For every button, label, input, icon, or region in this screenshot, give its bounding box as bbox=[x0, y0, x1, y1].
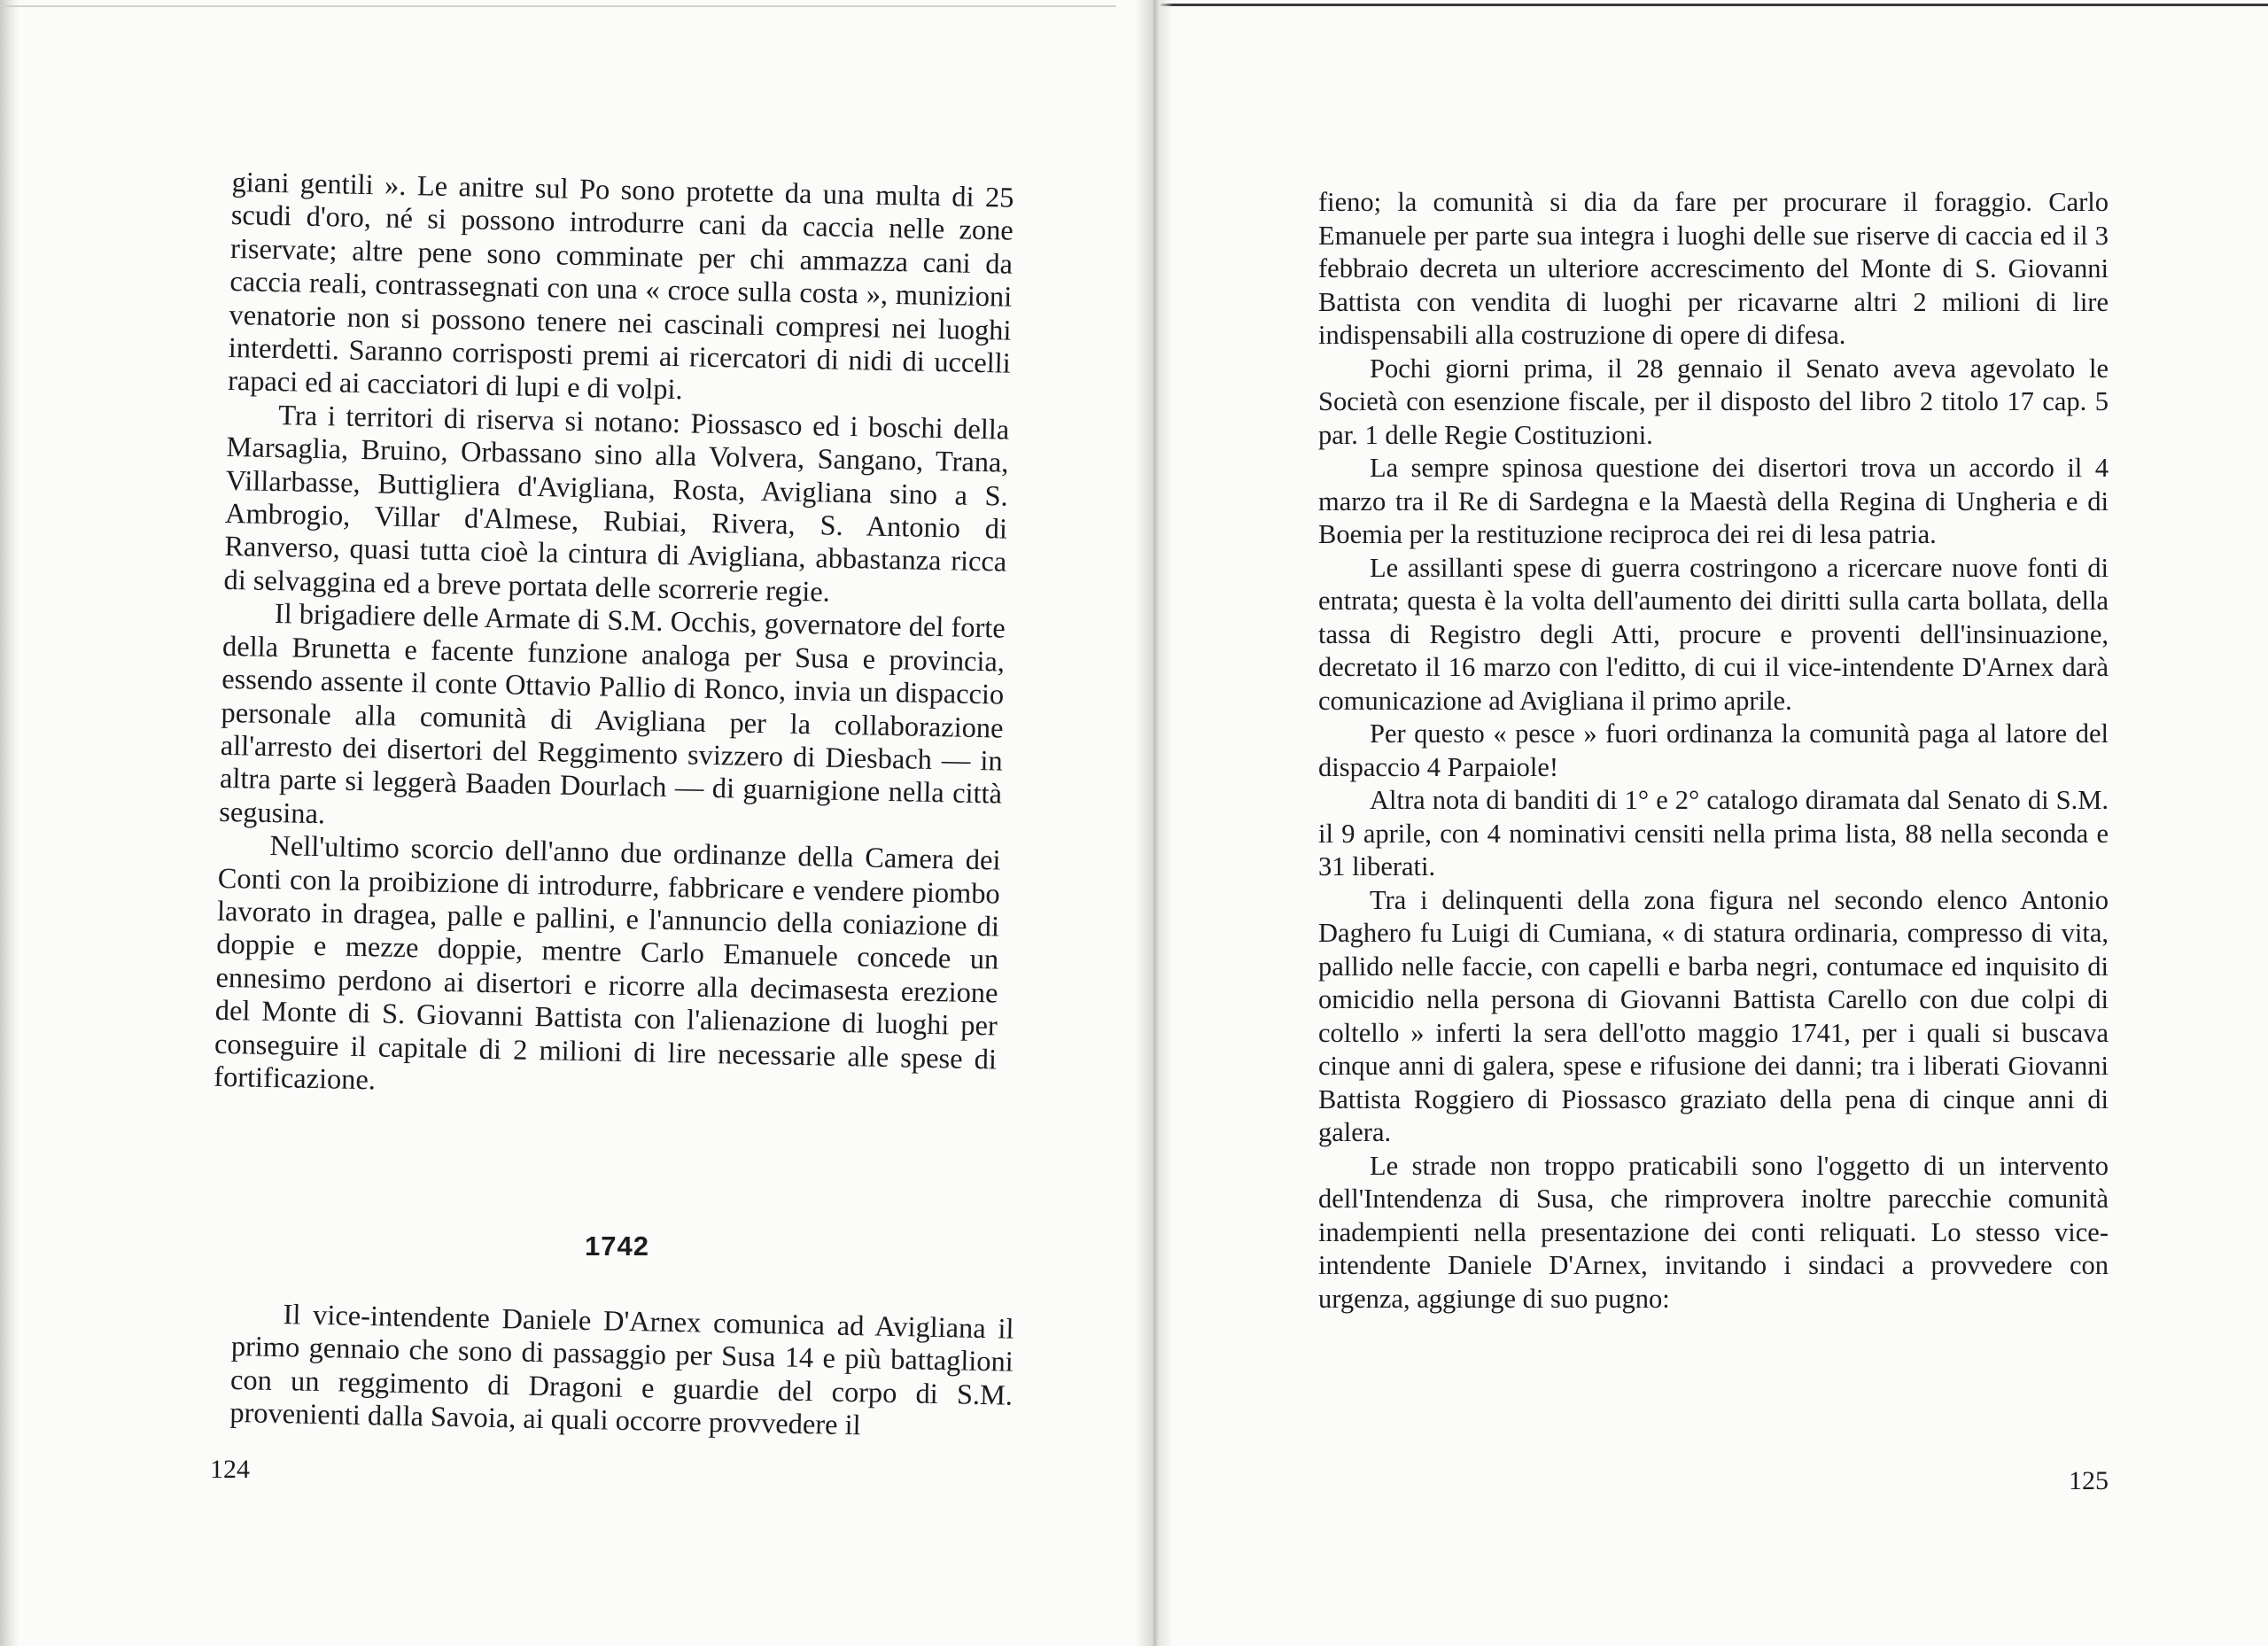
left-paragraph-5: Il vice-intendente Daniele D'Arnex comunica ad Avigliana il primo gennaio che sono di passaggio per Susa 14 e più battaglioni con un reggimento di Dragoni e guardie del corpo di S.M. provenienti dalla Savoia, ai quali occorre provvedere il bbox=[229, 1299, 1014, 1442]
right-page-body bbox=[1318, 186, 2109, 1316]
left-paragraph-1: giani gentili ». Le anitre sul Po sono protette da una multa di 25 scudi d'oro, né si possono introdurre cani da caccia nelle zone riservate; altre pene sono comminate per chi ammazza cani da caccia reali, contrassegnati con una « croce sulla costa », munizioni venatorie non si possono tenere nei cascinali compresi nei luoghi interdetti. Saranno corrisposti premi ai ricercatori di nidi di uccelli rapaci ed ai cacciatori di lupi e di volpi. bbox=[227, 167, 1014, 407]
book-gutter bbox=[1136, 0, 1173, 1646]
year-heading: 1742 bbox=[585, 1231, 649, 1262]
page-number-left: 124 bbox=[210, 1455, 250, 1484]
right-paragraph-8: Le strade non troppo praticabili sono l'oggetto di un intervento dell'Intendenza di Susa, che rimprovera inoltre parecchie comunità inadempienti nella presentazione dei conti reliquati. Lo stesso vice-intendente Daniele D'Arnex, invitando i sindaci a provvedere con urgenza, aggiunge di suo pugno: bbox=[1318, 1150, 2109, 1314]
right-paragraph-4: Le assillanti spese di guerra costringono a ricercare nuove fonti di entrata; questa è la volta dell'aumento dei diritti sulla carta bollata, della tassa di Registro degli Atti, procure e proventi dell'insinuazione, decretato il 16 marzo con l'editto, di cui il vice-intendente D'Arnex darà comunicazione ad Avigliana il primo aprile. bbox=[1318, 552, 2109, 716]
right-paragraph-5: Per questo « pesce » fuori ordinanza la comunità paga al latore del dispaccio 4 Parpaiole! bbox=[1318, 718, 2109, 782]
left-paragraph-3: Il brigadiere delle Armate di S.M. Occhis, governatore del forte della Brunetta e facente funzione analoga per Susa e provincia, essendo assente il conte Ottavio Pallio di Ronco, invia un dispaccio personale alla comunità di Avigliana per la collaborazione all'arresto dei disertori del Reggimento svizzero di Diesbach — in altra parte si leggerà Baaden Dourlach — di guarnigione nella città segusina. bbox=[219, 598, 1006, 830]
left-paragraph-2: Tra i territori di riserva si notano: Piossasco ed i boschi della Marsaglia, Bruino, Orbassano sino alla Volvera, Sangano, Trana, Villarbasse, Buttigliera d'Avigliana, Rosta, Avigliana sino a S. Ambrogio, Villar d'Almese, Rubiai, Rivera, S. Antonio di Ranverso, quasi tutta cioè la cintura di Avigliana, abbastanza ricca di selvaggina ed a breve portata delle scorrerie regie. bbox=[223, 399, 1010, 609]
right-paragraph-7: Tra i delinquenti della zona figura nel secondo elenco Antonio Daghero fu Luigi di Cumiana, « di statura ordinaria, compresso di vita, pallido nelle faccie, con capelli e barba negri, contumace ed inquisito di omicidio nella persona di Giovanni Battista Carello con due colpi di coltello » inferti la sera dell'otto maggio 1741, per i quali si buscava cinque anni di galera, spese e rifusione dei danni; tra i liberati Giovanni Battista Roggiero di Piossasco graziato della pena di cinque anni di galera. bbox=[1318, 884, 2109, 1147]
left-paragraph-4: Nell'ultimo scorcio dell'anno due ordinanze della Camera dei Conti con la proibizione di introdurre, fabbricare e vendere piombo lavorato in dragea, palle e pallini, e l'annuncio della coniazione di doppie e mezze doppie, mentre Carlo Emanuele concede un ennesimo perdono ai disertori e ricorre alla decimasesta erezione del Monte di S. Giovanni Battista con l'alienazione di luoghi per conseguire il capitale di 2 milioni di lire necessarie alle spese di fortificazione. bbox=[214, 830, 1001, 1097]
left-page-body bbox=[214, 167, 1014, 1110]
top-edge-line-right bbox=[1161, 4, 2268, 6]
right-paragraph-6: Altra nota di banditi di 1° e 2° catalogo diramata dal Senato di S.M. il 9 aprile, con 4 nominativi censiti nella prima lista, 88 nella seconda e 31 liberati. bbox=[1318, 785, 2109, 881]
page-number-right: 125 bbox=[2069, 1466, 2109, 1495]
page-edge-shadow bbox=[0, 0, 19, 1646]
right-paragraph-2: Pochi giorni prima, il 28 gennaio il Senato aveva agevolato le Società con esenzione fiscale, per il disposto del libro 2 titolo 17 cap. 5 par. 1 delle Regie Costituzioni. bbox=[1318, 353, 2109, 450]
right-paragraph-3: La sempre spinosa questione dei disertori trova un accordo il 4 marzo tra il Re di Sardegna e la Maestà della Regina di Ungheria e di Boemia per la restituzione reciproca dei rei di lesa patria. bbox=[1318, 453, 2109, 549]
left-page-body-continued bbox=[229, 1298, 1014, 1446]
right-paragraph-1: fieno; la comunità si dia da fare per procurare il foraggio. Carlo Emanuele per parte sua integra i luoghi delle sue riserve di caccia ed il 3 febbraio decreta un ulteriore accrescimento del Monte di S. Giovanni Battista con vendita di luoghi per ricavarne altri 2 milioni di lire indispensabili alla costruzione di opere di difesa. bbox=[1318, 187, 2109, 350]
top-edge-line bbox=[0, 5, 1116, 7]
